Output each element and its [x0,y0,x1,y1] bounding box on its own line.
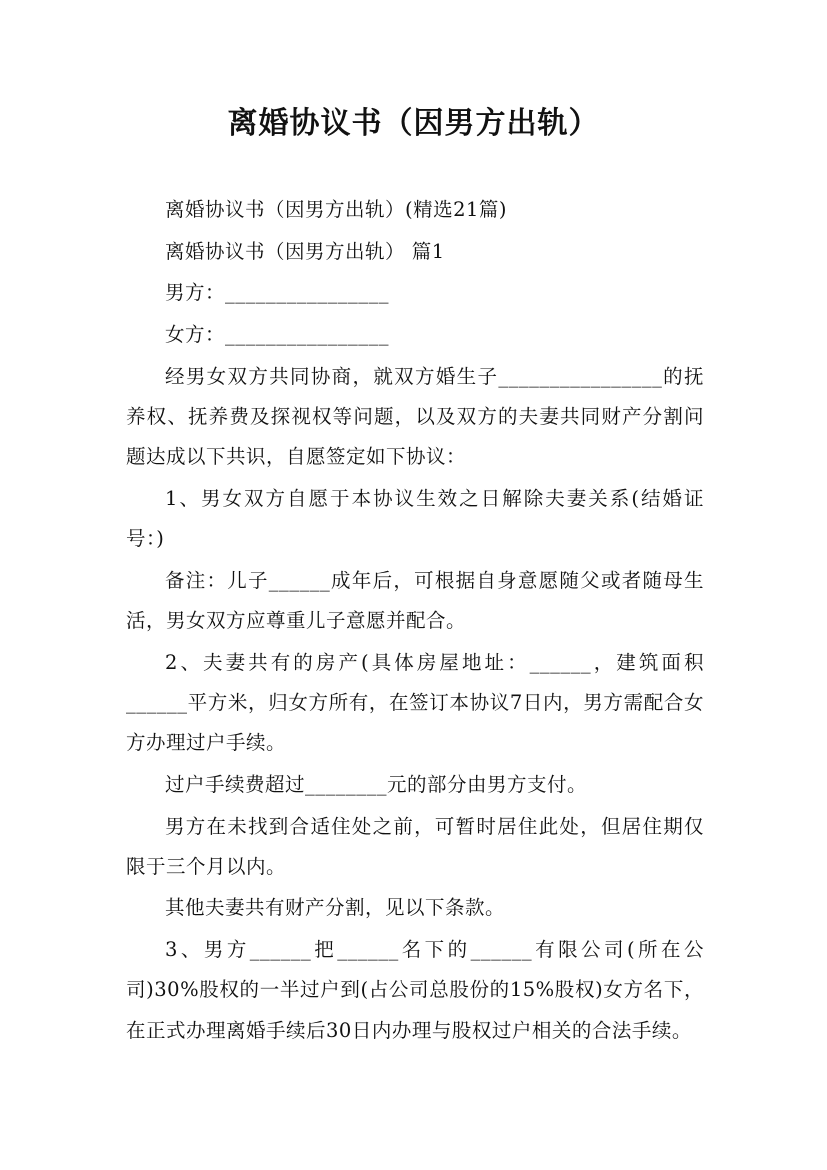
paragraph-clause-3: 3、男方______把______名下的______有限公司(所在公司)30%股权的一半过户到(占公司总股份的15%股权)女方名下，在正式办理离婚手续后30日内办理与股权过户相关的合法手续。 [126,938,704,1042]
paragraph-clause-2: 2、夫妻共有的房产(具体房屋地址：______，建筑面积______平方米，归女方所有，在签订本协议7日内，男方需配合女方办理过户手续。 [126,650,704,755]
paragraph-male-party: 男方：________________ [165,281,390,305]
paragraph-note: 备注：儿子______成年后，可根据自身意愿随父或者随母生活，男女双方应尊重儿子意愿并配合。 [126,568,704,633]
paragraph-heading: 离婚协议书（因男方出轨） 篇1 [165,239,445,263]
document-title: 离婚协议书（因男方出轨） [227,106,600,141]
document-body [126,190,704,1052]
paragraph-transfer-fee: 过户手续费超过________元的部分由男方支付。 [165,772,588,796]
paragraph-residence: 男方在未找到合适住处之前，可暂时居住此处，但居住期仅限于三个月以内。 [126,814,704,878]
paragraph-preamble: 经男女双方共同协商，就双方婚生子________________的抚养权、抚养费及探视权等问题，以及双方的夫妻共同财产分割问题达成以下共识，自愿签定如下协议： [126,364,704,469]
paragraph-other-property: 其他夫妻共有财产分割，见以下条款。 [165,896,506,920]
paragraph-subtitle: 离婚协议书（因男方出轨）(精选21篇) [165,198,508,221]
paragraph-clause-1: 1、男女双方自愿于本协议生效之日解除夫妻关系(结婚证号：) [126,486,704,551]
paragraph-female-party: 女方：________________ [165,323,390,347]
